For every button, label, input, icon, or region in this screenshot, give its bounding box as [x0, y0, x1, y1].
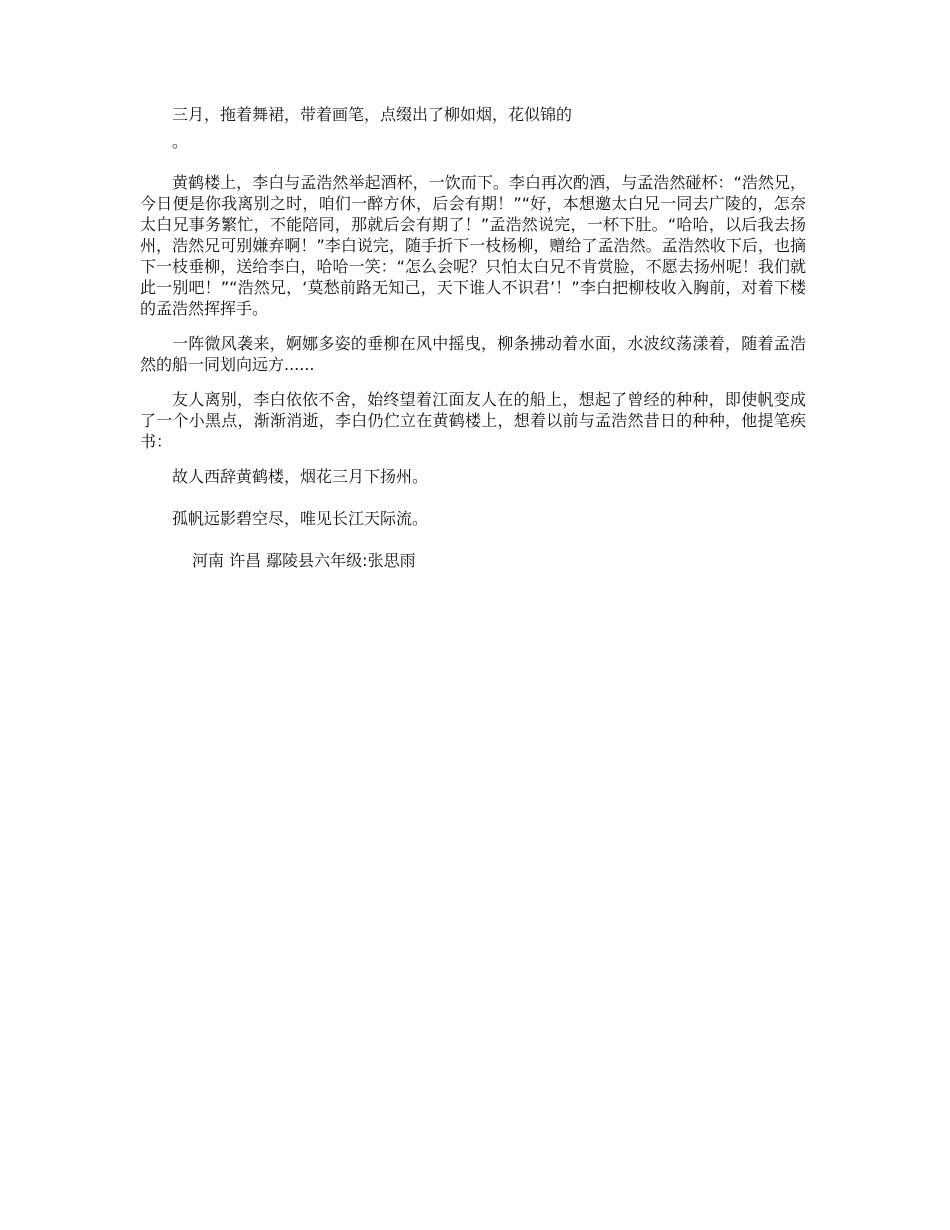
poem-line-2: 孤帆远影碧空尽，唯见长江天际流。: [172, 509, 429, 528]
document-page: [140, 104, 806, 571]
paragraph-farewell-dialogue: 黄鹤楼上，李白与孟浩然举起酒杯，一饮而下。李白再次酌酒，与孟浩然碰杯：“浩然兄，今日便是你我离别之时，咱们一醉方休，后会有期！”“好，本想邀太白兄一同去广陵的，怎奈太白兄事务繁忙，不能陪同，那就后会有期了！”孟浩然说完，一杯下肚。“哈哈，以后我去扬州，浩然兄可别嫌弃啊！”李白说完，随手折下一枝杨柳，赠给了孟浩然。孟浩然收下后，也摘下一枝垂柳，送给李白，哈哈一笑：“怎么会呢？只怕太白兄不肯赏脸，不愿去扬州呢！我们就此一别吧！”“浩然兄，‘莫愁前路无知己，天下谁人不识君’！”李白把柳枝收入胸前，对着下楼的孟浩然挥挥手。: [140, 173, 806, 318]
author-signature: 河南 许昌 鄢陵县六年级:张思雨: [192, 551, 416, 570]
paragraph-breeze: 一阵微风袭来，婀娜多姿的垂柳在风中摇曳，柳条拂动着水面，水波纹荡漾着，随着孟浩然的船一同划向远方......: [140, 334, 806, 374]
paragraph-parting: 友人离别，李白依依不舍，始终望着江面友人在的船上，想起了曾经的种种，即使帆变成了一个小黑点，渐渐消逝，李白仍伫立在黄鹤楼上，想着以前与孟浩然昔日的种种，他提笔疾书：: [140, 390, 806, 451]
paragraph-intro-end: 。: [172, 132, 189, 151]
poem-line-1: 故人西辞黄鹤楼，烟花三月下扬州。: [172, 467, 429, 486]
paragraph-intro: 三月，拖着舞裙，带着画笔，点缀出了柳如烟，花似锦的: [172, 105, 573, 124]
